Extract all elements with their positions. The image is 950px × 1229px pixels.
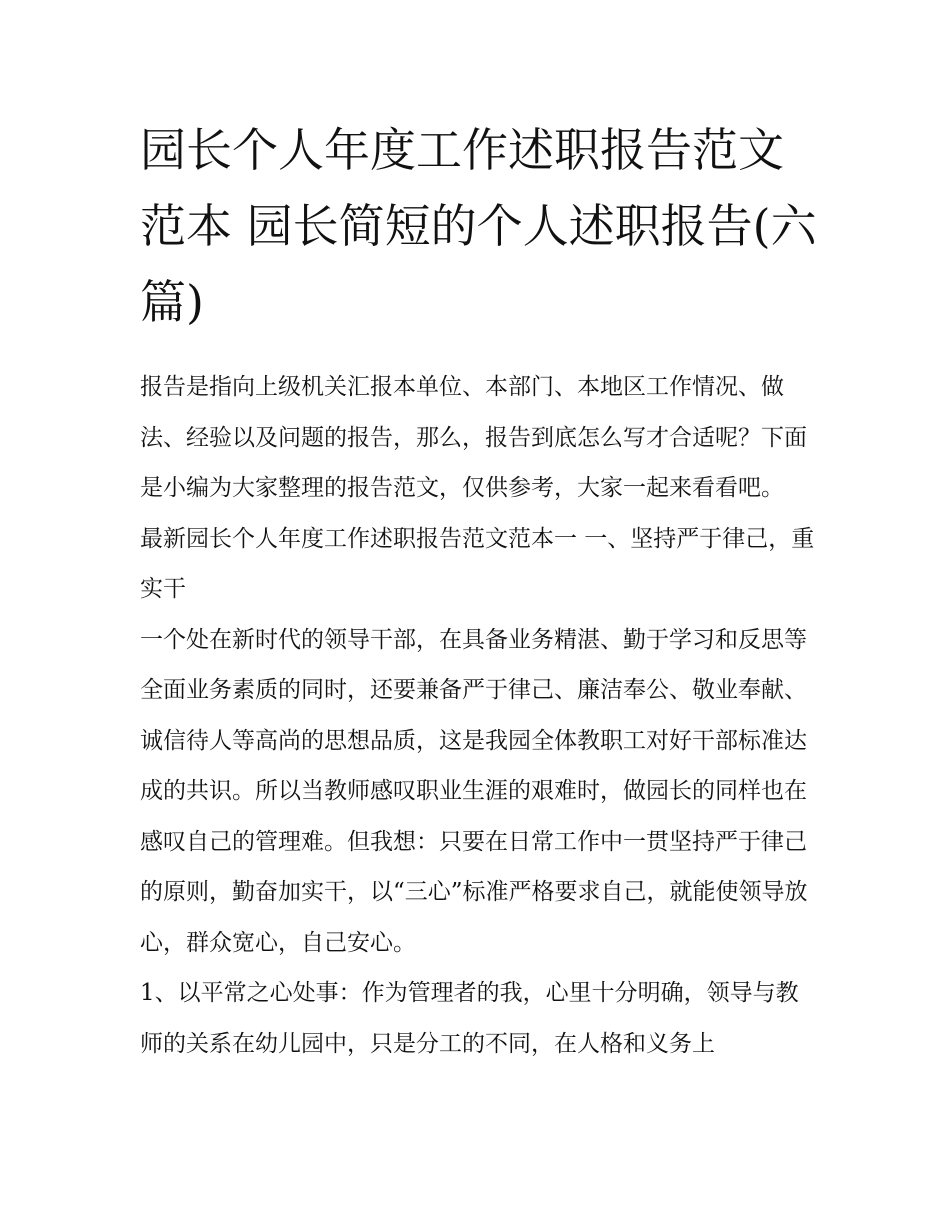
list-item-paragraph: 1、以平常之心处事：作为管理者的我，心里十分明确，领导与教师的关系在幼儿园中，只是分工的不同，在人格和义务上: [140, 980, 799, 1057]
document-title: 园长个人年度工作述职报告范文范本 园长简短的个人述职报告(六篇): [140, 123, 817, 329]
document-body: [140, 112, 820, 1069]
intro-paragraph: 报告是指向上级机关汇报本单位、本部门、本地区工作情况、做法、经验以及问题的报告，那么，报告到底怎么写才合适呢？下面是小编为大家整理的报告范文，仅供参考，大家一起来看看吧。: [140, 374, 807, 501]
body-paragraph: 一个处在新时代的领导干部，在具备业务精湛、勤于学习和反思等全面业务素质的同时，还要兼备严于律己、廉洁奉公、敬业奉献、诚信待人等高尚的思想品质，这是我园全体教职工对好干部标准达成的共识。所以当教师感叹职业生涯的艰难时，做园长的同样也在感叹自己的管理难。但我想：只要在日常工作中一贯坚持严于律己的原则，勤奋加实干，以“三心”标准严格要求自己，就能使领导放心，群众宽心，自己安心。: [140, 626, 808, 956]
section-heading: 最新园长个人年度工作述职报告范文范本一 一、坚持严于律己，重实干: [140, 525, 815, 602]
